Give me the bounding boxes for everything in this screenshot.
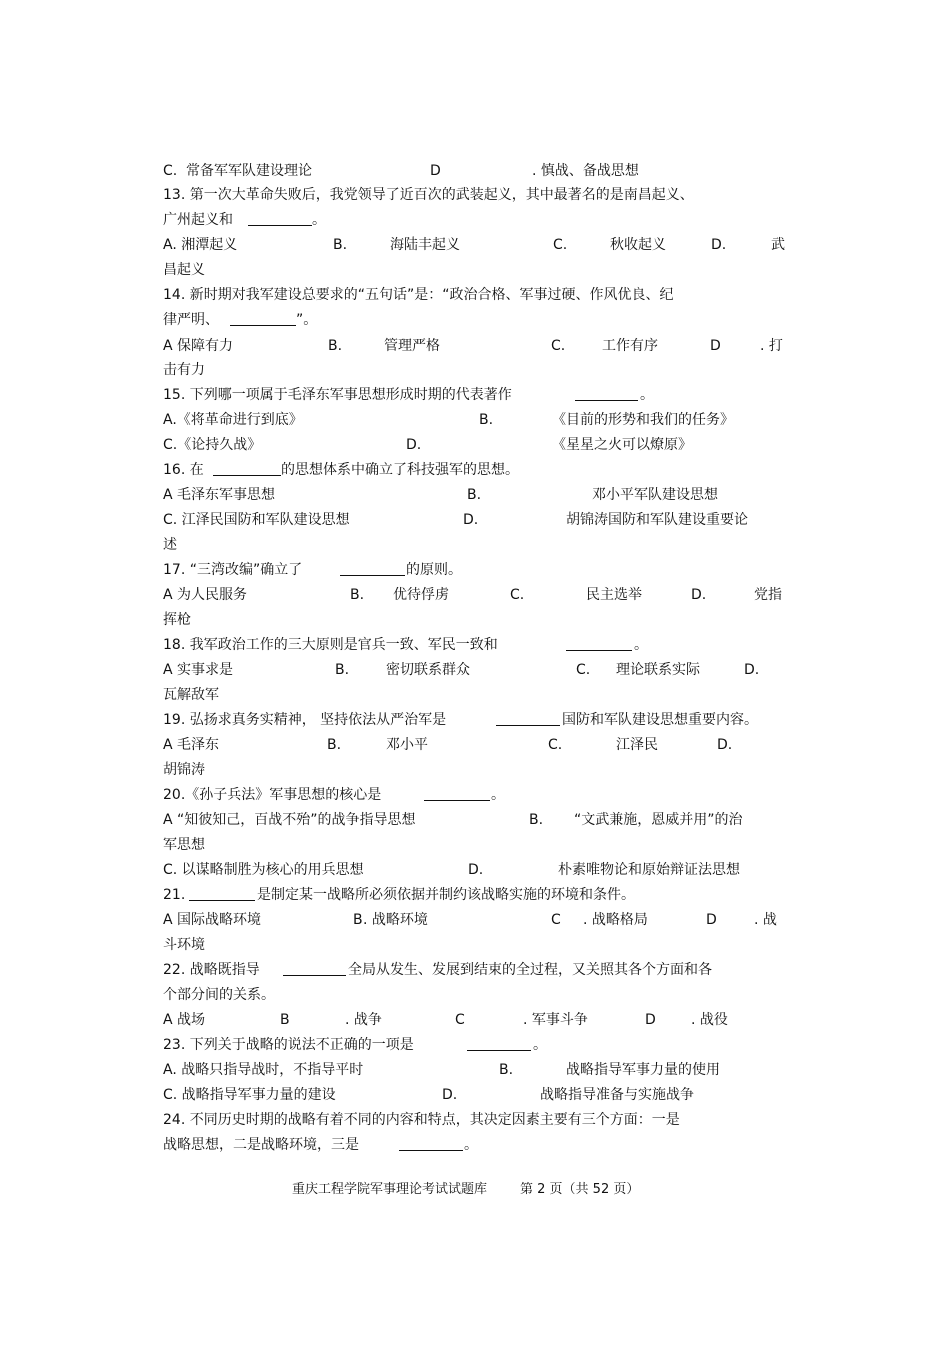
text-line <box>0 735 950 755</box>
text-segment: . 军事斗争 <box>523 1012 588 1028</box>
text-line <box>0 485 950 505</box>
text-segment: A 毛泽东军事思想 <box>163 487 276 503</box>
text-segment: 瓦解敌军 <box>163 687 219 703</box>
text-segment: 的思想体系中确立了科技强军的思想。 <box>281 462 519 478</box>
text-segment: A 为人民服务 <box>163 587 248 603</box>
text-segment: B. <box>499 1062 514 1078</box>
text-segment: 13. 第一次大革命失败后，我党领导了近百次的武装起义，其中最著名的是南昌起义、 <box>163 187 694 203</box>
page-footer <box>0 1178 950 1198</box>
answer-blank-line <box>189 900 255 901</box>
text-segment: 密切联系群众 <box>386 662 470 678</box>
text-line <box>0 985 950 1005</box>
text-segment: 。 <box>312 212 326 228</box>
text-segment: 18. 我军政治工作的三大原则是官兵一致、军民一致和 <box>163 637 498 653</box>
text-segment: D. <box>717 737 733 753</box>
text-line <box>0 760 950 780</box>
text-segment: D <box>430 163 441 179</box>
text-segment: 胡锦涛国防和军队建设重要论 <box>566 512 748 528</box>
text-segment: 。 <box>533 1037 547 1053</box>
text-segment: 海陆丰起义 <box>390 237 460 253</box>
text-segment: . 战略环境 <box>363 912 428 928</box>
text-segment: 斗环境 <box>163 937 205 953</box>
answer-blank-line <box>424 800 490 801</box>
text-line <box>0 435 950 455</box>
text-line <box>0 510 950 530</box>
text-segment: 15. 下列哪一项属于毛泽东军事思想形成时期的代表著作 <box>163 387 512 403</box>
text-line <box>0 1035 950 1055</box>
text-segment: A. 战略只指导战时，不指导平时 <box>163 1062 364 1078</box>
answer-blank-line <box>230 325 296 326</box>
answer-blank-line <box>566 650 632 651</box>
text-segment: 16. 在 <box>163 462 204 478</box>
text-segment: C. 以谋略制胜为核心的用兵思想 <box>163 862 364 878</box>
text-segment: 战略指导准备与实施战争 <box>540 1087 694 1103</box>
text-segment: 民主选举 <box>586 587 642 603</box>
text-line <box>0 560 950 580</box>
text-segment: C <box>455 1012 465 1028</box>
text-line <box>0 810 950 830</box>
text-segment: 常备军军队建设理论 <box>186 163 312 179</box>
text-segment: C. 江泽民国防和军队建设思想 <box>163 512 350 528</box>
text-line <box>0 1060 950 1080</box>
text-segment: C <box>551 912 561 928</box>
footer-page-number: 第 2 页（共 52 页） <box>520 1182 640 1197</box>
text-segment: 工作有序 <box>602 338 658 354</box>
text-segment: 的原则。 <box>406 562 462 578</box>
text-segment: D. <box>744 662 760 678</box>
answer-blank-line <box>248 225 312 226</box>
text-line <box>0 410 950 430</box>
text-segment: . 慎战、备战思想 <box>532 163 639 179</box>
text-segment: 胡锦涛 <box>163 762 205 778</box>
text-segment: 战略思想，二是战略环境，三是 <box>163 1137 359 1153</box>
text-segment: A 毛泽东 <box>163 737 220 753</box>
text-segment: 党指 <box>754 587 782 603</box>
text-line <box>0 161 950 181</box>
text-segment: 个部分间的关系。 <box>163 987 275 1003</box>
text-segment: 优待俘虏 <box>393 587 449 603</box>
answer-blank-line <box>213 475 281 476</box>
text-segment: 19. 弘扬求真务实精神， 坚持依法从严治军是 <box>163 712 447 728</box>
text-segment: B <box>353 912 363 928</box>
text-segment: . 战役 <box>691 1012 728 1028</box>
text-segment: 理论联系实际 <box>616 662 700 678</box>
text-line <box>0 1135 950 1155</box>
answer-blank-line <box>496 725 560 726</box>
text-segment: D. <box>406 437 422 453</box>
text-segment: 军思想 <box>163 837 205 853</box>
text-segment: 。 <box>464 1137 478 1153</box>
text-line <box>0 635 950 655</box>
text-segment: A 实事求是 <box>163 662 234 678</box>
answer-blank-line <box>283 975 346 976</box>
text-segment: C. <box>510 587 525 603</box>
text-segment: 。 <box>640 387 654 403</box>
text-segment: 述 <box>163 537 177 553</box>
text-segment: 武 <box>771 237 785 253</box>
text-line <box>0 585 950 605</box>
text-segment: A. 湘潭起义 <box>163 237 238 253</box>
text-segment: 23. 下列关于战略的说法不正确的一项是 <box>163 1037 414 1053</box>
text-line <box>0 285 950 305</box>
footer-school: 重庆工程学院军事理论考试试题库 <box>292 1182 488 1197</box>
text-segment: A 保障有力 <box>163 338 234 354</box>
text-segment: 广州起义和 <box>163 212 233 228</box>
text-segment: 战略指导军事力量的使用 <box>566 1062 720 1078</box>
text-segment: 是制定某一战略所必须依据并制约该战略实施的环境和条件。 <box>257 887 635 903</box>
text-segment: D. <box>463 512 479 528</box>
text-line <box>0 185 950 205</box>
answer-blank-line <box>399 1150 463 1151</box>
text-segment: C. <box>163 163 178 179</box>
text-segment: A 国际战略环境 <box>163 912 262 928</box>
text-segment: 国防和军队建设思想重要内容。 <box>562 712 758 728</box>
text-line <box>0 835 950 855</box>
text-segment: A 战场 <box>163 1012 206 1028</box>
text-segment: 挥枪 <box>163 612 191 628</box>
text-segment: B. <box>467 487 482 503</box>
text-segment: 江泽民 <box>616 737 658 753</box>
text-segment: . 打 <box>760 338 783 354</box>
text-line <box>0 260 950 280</box>
text-segment: 21. <box>163 887 186 903</box>
text-line <box>0 1010 950 1030</box>
text-segment: 《目前的形势和我们的任务》 <box>552 412 734 428</box>
text-segment: C. <box>553 237 568 253</box>
text-line <box>0 385 950 405</box>
text-line <box>0 210 950 230</box>
answer-blank-line <box>467 1050 531 1051</box>
text-line <box>0 935 950 955</box>
text-segment: . 战 <box>754 912 777 928</box>
text-segment: B. <box>327 737 342 753</box>
text-segment: A “知彼知己，百战不殆”的战争指导思想 <box>163 812 416 828</box>
text-segment: B. <box>479 412 494 428</box>
text-segment: 14. 新时期对我军建设总要求的“五句话”是：“政治合格、军事过硬、作风优良、纪 <box>163 287 674 303</box>
text-segment: 全局从发生、发展到结束的全过程，又关照其各个方面和各 <box>348 962 712 978</box>
text-segment: B. <box>328 338 343 354</box>
text-segment: 。 <box>634 637 648 653</box>
text-segment: D. <box>711 237 727 253</box>
text-segment: 《星星之火可以燎原》 <box>552 437 692 453</box>
text-segment: C.《论持久战》 <box>163 437 262 453</box>
text-segment: 邓小平 <box>386 737 428 753</box>
text-segment: “文武兼施，恩威并用”的治 <box>574 812 743 828</box>
text-segment: 昌起义 <box>163 262 205 278</box>
text-segment: D <box>706 912 717 928</box>
text-line <box>0 460 950 480</box>
text-line <box>0 660 950 680</box>
text-segment: B. <box>333 237 348 253</box>
text-segment: . 战争 <box>345 1012 382 1028</box>
text-segment: D. <box>691 587 707 603</box>
text-segment: 邓小平军队建设思想 <box>592 487 718 503</box>
text-segment: 击有力 <box>163 362 205 378</box>
text-segment: C. <box>551 338 566 354</box>
text-segment: 。 <box>491 787 505 803</box>
text-segment: . 战略格局 <box>583 912 648 928</box>
text-segment: C. <box>576 662 591 678</box>
text-segment: B. <box>529 812 544 828</box>
text-line <box>0 1110 950 1130</box>
text-line <box>0 360 950 380</box>
text-line <box>0 785 950 805</box>
text-segment: D. <box>442 1087 458 1103</box>
text-segment: A.《将革命进行到底》 <box>163 412 303 428</box>
text-segment: 管理严格 <box>384 338 440 354</box>
text-segment: 朴素唯物论和原始辩证法思想 <box>558 862 740 878</box>
text-segment: D <box>710 338 721 354</box>
text-line <box>0 610 950 630</box>
text-line <box>0 310 950 330</box>
text-segment: D. <box>468 862 484 878</box>
text-segment: 律严明、 <box>163 312 219 328</box>
text-line <box>0 535 950 555</box>
text-line <box>0 960 950 980</box>
answer-blank-line <box>340 575 405 576</box>
answer-blank-line <box>575 400 638 401</box>
text-segment: 24. 不同历史时期的战略有着不同的内容和特点，其决定因素主要有三个方面：一是 <box>163 1112 680 1128</box>
text-line <box>0 685 950 705</box>
text-segment: 17. “三湾改编”确立了 <box>163 562 303 578</box>
text-segment: D <box>645 1012 656 1028</box>
text-segment: 22. 战略既指导 <box>163 962 260 978</box>
text-line <box>0 336 950 356</box>
text-line <box>0 860 950 880</box>
text-segment: C. 战略指导军事力量的建设 <box>163 1087 336 1103</box>
text-segment: B. <box>335 662 350 678</box>
text-line <box>0 910 950 930</box>
text-line <box>0 885 950 905</box>
text-segment: B <box>280 1012 290 1028</box>
text-segment: B. <box>350 587 365 603</box>
text-segment: C. <box>548 737 563 753</box>
text-segment: 20.《孙子兵法》军事思想的核心是 <box>163 787 382 803</box>
text-line <box>0 710 950 730</box>
text-line <box>0 1085 950 1105</box>
text-segment: 秋收起义 <box>610 237 666 253</box>
text-line <box>0 235 950 255</box>
text-segment: ”。 <box>296 312 318 328</box>
